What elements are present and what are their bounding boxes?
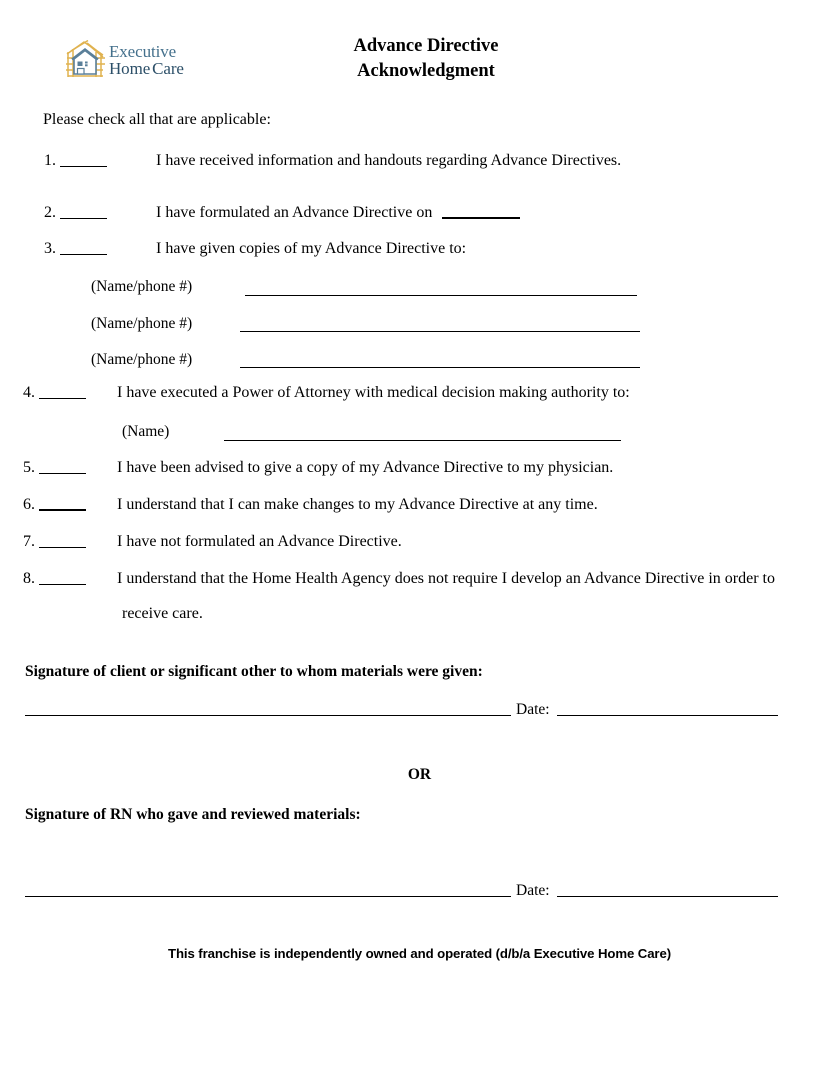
or-separator: OR <box>407 766 432 783</box>
name-phone-label-3: (Name/phone #) <box>91 351 193 368</box>
item-8-checkline[interactable] <box>39 584 86 585</box>
checklist-item-2 <box>44 204 520 222</box>
page-title <box>300 34 552 84</box>
item-4-number: 4. <box>23 384 35 401</box>
item-1-text: I have received information and handouts regarding Advance Directives. <box>156 152 622 169</box>
item-8-number: 8. <box>23 570 35 587</box>
name-phone-line-1[interactable] <box>245 295 637 296</box>
checklist-item-7 <box>23 533 402 551</box>
rn-signature-heading: Signature of RN who gave and reviewed materials: <box>25 806 361 823</box>
item-7-checkline[interactable] <box>39 547 86 548</box>
checklist-item-5 <box>23 459 613 477</box>
checklist-item-8 <box>23 570 775 588</box>
rn-signature-line[interactable] <box>25 896 511 897</box>
item-1-number: 1. <box>44 152 56 169</box>
name-phone-line-3[interactable] <box>240 367 640 368</box>
item-6-checkline[interactable] <box>39 509 86 511</box>
item-6-text: I understand that I can make changes to my Advance Directive at any time. <box>117 496 598 513</box>
brand-word-home: Home <box>109 59 151 78</box>
item-2-text: I have formulated an Advance Directive on <box>156 204 433 221</box>
name-phone-label-2: (Name/phone #) <box>91 315 193 332</box>
item-2-checkline[interactable] <box>60 218 107 219</box>
rn-date-label: Date: <box>516 882 550 899</box>
item-2-date-blank[interactable] <box>442 217 520 219</box>
brand-line-homecare <box>109 60 184 77</box>
item-7-text: I have not formulated an Advance Directive. <box>117 533 402 550</box>
name-phone-line-2[interactable] <box>240 331 640 332</box>
page-title-line2: Acknowledgment <box>357 61 495 82</box>
item-6-number: 6. <box>23 496 35 513</box>
checklist-item-3 <box>44 240 466 258</box>
brand-logo <box>63 40 184 80</box>
item-4-text: I have executed a Power of Attorney with medical decision making authority to: <box>117 384 630 401</box>
name-line[interactable] <box>224 440 621 441</box>
item-8-text-line2: receive care. <box>122 605 203 622</box>
name-label: (Name) <box>122 423 170 440</box>
item-3-text: I have given copies of my Advance Directive to: <box>156 240 467 257</box>
item-3-checkline[interactable] <box>60 254 107 255</box>
page-title-line1: Advance Directive <box>353 36 499 56</box>
item-4-checkline[interactable] <box>39 398 86 399</box>
rn-date-line[interactable] <box>557 896 778 897</box>
item-1-checkline[interactable] <box>60 166 107 167</box>
name-phone-label-1: (Name/phone #) <box>91 278 193 295</box>
client-signature-heading: Signature of client or significant other to whom materials were given: <box>25 663 483 680</box>
client-date-line[interactable] <box>557 715 778 716</box>
item-5-number: 5. <box>23 459 35 476</box>
house-logo-icon <box>63 40 107 80</box>
intro-instruction: Please check all that are applicable: <box>43 111 271 128</box>
checklist-item-4 <box>23 384 630 402</box>
item-7-number: 7. <box>23 533 35 550</box>
client-date-label: Date: <box>516 701 550 718</box>
item-3-number: 3. <box>44 240 56 257</box>
document-header <box>0 34 839 94</box>
item-2-number: 2. <box>44 204 56 221</box>
checklist-item-6 <box>23 496 598 514</box>
item-5-text: I have been advised to give a copy of my Advance Directive to my physician. <box>117 459 614 476</box>
checklist-item-1 <box>44 152 621 170</box>
client-signature-line[interactable] <box>25 715 511 716</box>
footer-disclaimer: This franchise is independently owned and operated (d/b/a Executive Home Care) <box>168 946 671 961</box>
item-8-text-line1: I understand that the Home Health Agency does not require I develop an Advance Directive in order to <box>117 570 775 587</box>
brand-word-care: Care <box>152 59 184 78</box>
checklist-item-8-continuation <box>122 605 203 623</box>
item-5-checkline[interactable] <box>39 473 86 474</box>
brand-line-executive: Executive <box>109 41 177 61</box>
brand-wordmark <box>109 43 184 78</box>
